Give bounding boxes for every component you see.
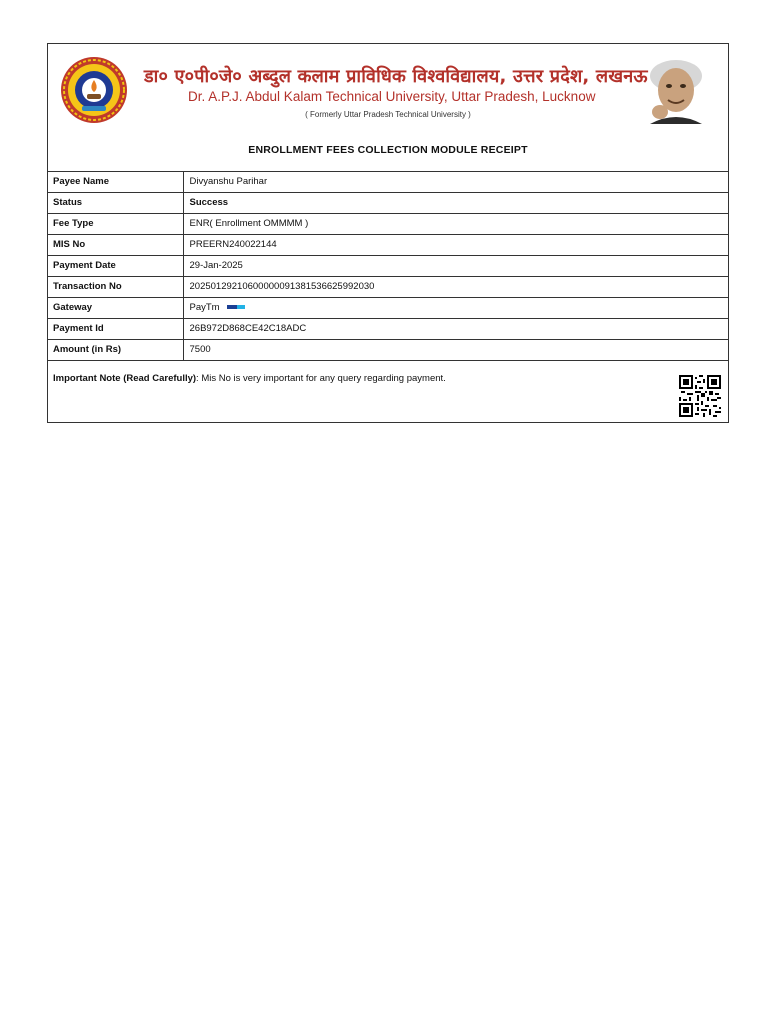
- receipt-title: ENROLLMENT FEES COLLECTION MODULE RECEIPT: [248, 144, 528, 156]
- field-label: MIS No: [48, 234, 183, 255]
- receipt-header: [48, 44, 728, 172]
- field-label: Fee Type: [48, 213, 183, 234]
- paytm-logo: [227, 304, 245, 310]
- field-label: Payment Id: [48, 318, 183, 339]
- gateway-value: PayTm: [189, 302, 220, 313]
- receipt-fields-table: [48, 171, 728, 361]
- field-label: Amount (in Rs): [48, 339, 183, 360]
- status-value: Success: [183, 192, 728, 213]
- table-row: [48, 171, 728, 192]
- field-label: Payee Name: [48, 171, 183, 192]
- payment-id-value: 26B972D868CE42C18ADC: [183, 318, 728, 339]
- table-row: [48, 318, 728, 339]
- formerly-note: ( Formerly Uttar Pradesh Technical University ): [305, 110, 471, 119]
- table-row: [48, 255, 728, 276]
- field-label: Transaction No: [48, 276, 183, 297]
- fee-type-value: ENR( Enrollment OMMMM ): [183, 213, 728, 234]
- receipt: [47, 43, 729, 423]
- transaction-no-value: 20250129210600000091381536625992030: [183, 276, 728, 297]
- university-name-hindi: डा० ए०पी०जे० अब्दुल कलाम प्राविधिक विश्वविद्यालय, उत्तर प्रदेश, लखनऊ: [144, 66, 648, 87]
- amount-value: 7500: [183, 339, 728, 360]
- qr-code: [678, 375, 722, 417]
- table-row: [48, 213, 728, 234]
- important-note-label: Important Note (Read Carefully): [53, 373, 197, 384]
- apj-abdul-kalam-portrait: [640, 54, 712, 124]
- university-name-english: Dr. A.P.J. Abdul Kalam Technical University, Uttar Pradesh, Lucknow: [188, 89, 596, 104]
- mis-no-value: PREERN240022144: [183, 234, 728, 255]
- important-note: [53, 373, 446, 384]
- gateway-cell: [183, 297, 728, 318]
- field-label: Gateway: [48, 297, 183, 318]
- table-row: [48, 276, 728, 297]
- table-row: [48, 234, 728, 255]
- table-row: [48, 192, 728, 213]
- important-note-text: : Mis No is very important for any query regarding payment.: [196, 373, 446, 384]
- payee-name-value: Divyanshu Parihar: [183, 171, 728, 192]
- table-row: [48, 297, 728, 318]
- payment-date-value: 29-Jan-2025: [183, 255, 728, 276]
- field-label: Payment Date: [48, 255, 183, 276]
- field-label: Status: [48, 192, 183, 213]
- table-row: [48, 339, 728, 360]
